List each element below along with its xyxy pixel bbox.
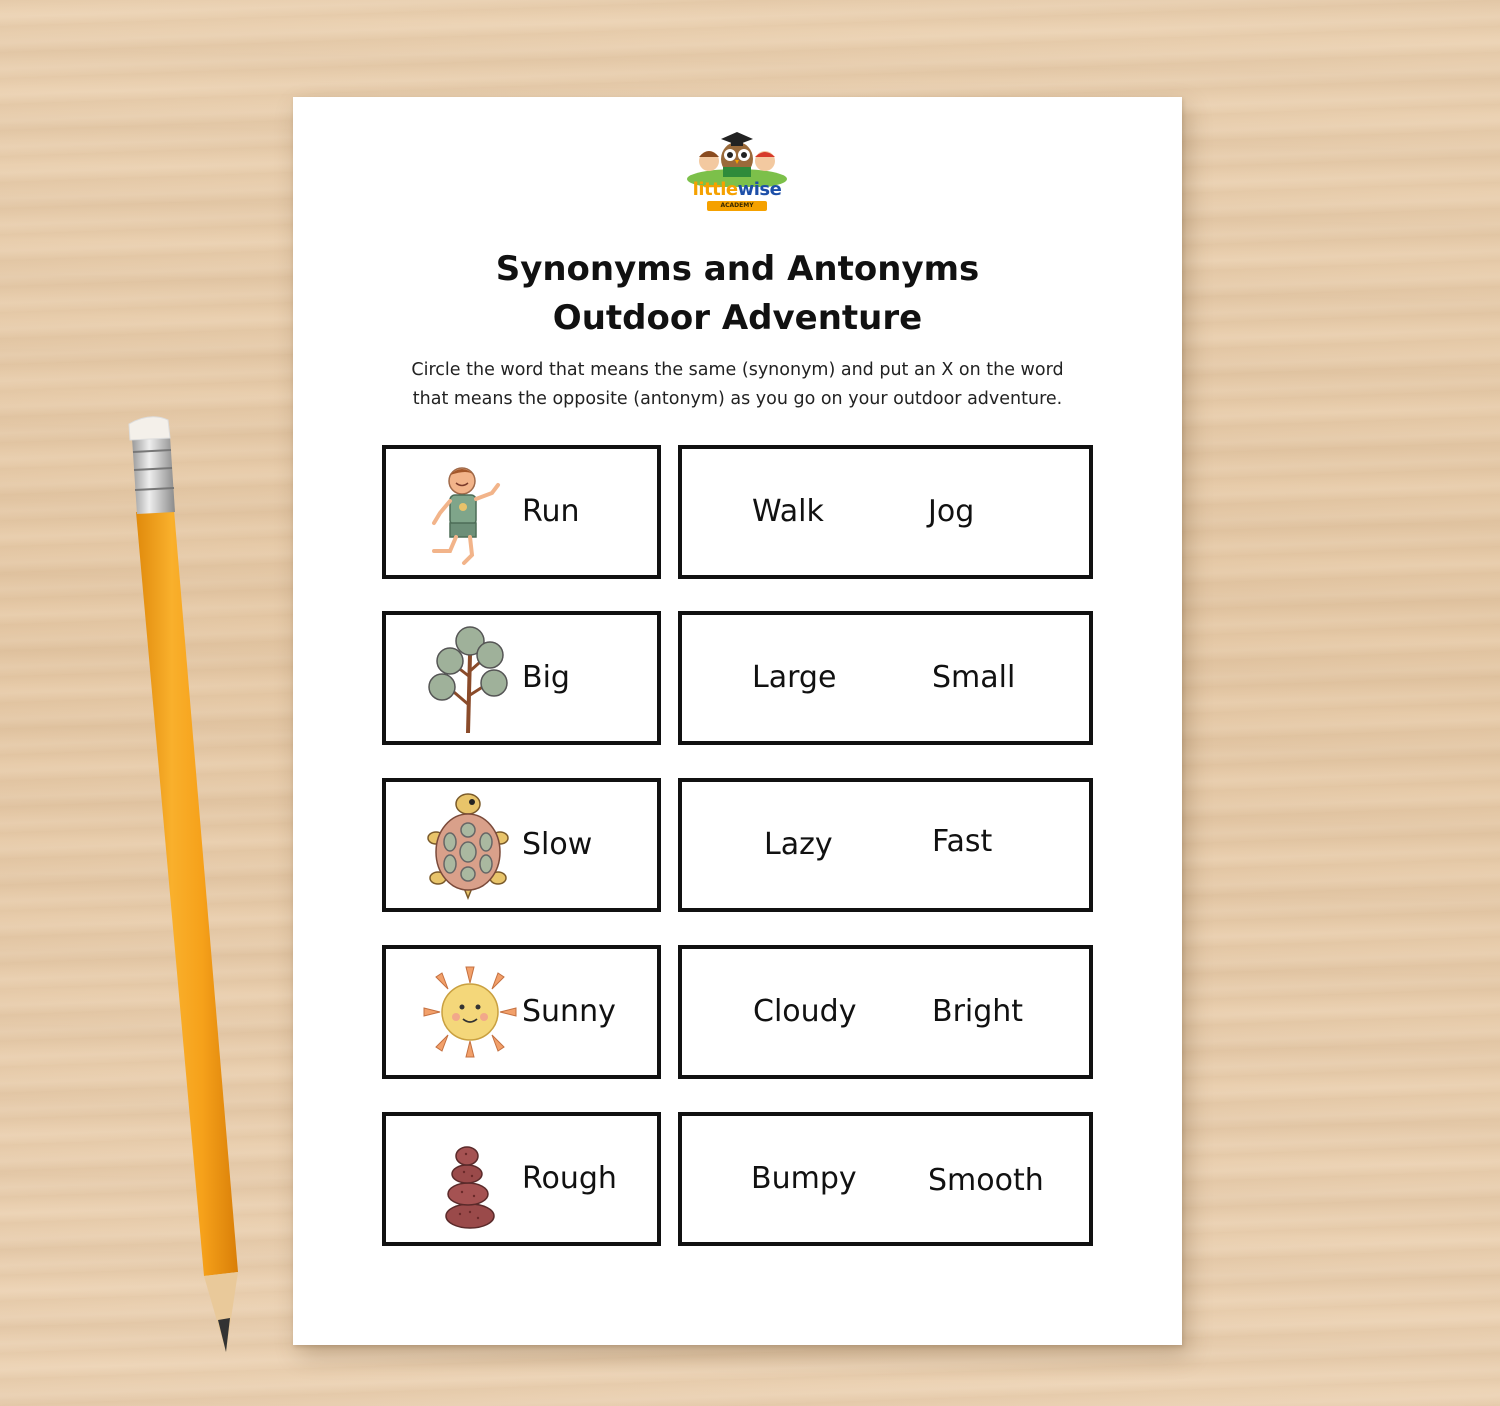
options-card-run (678, 445, 1093, 579)
page-title (293, 245, 1182, 343)
sun-icon (420, 959, 520, 1069)
owl-logo-icon (685, 127, 789, 187)
word-card-sunny (382, 945, 661, 1079)
running-boy-icon (420, 459, 520, 569)
logo-wordmark: littlewise (692, 179, 782, 200)
stacked-rocks-icon (420, 1126, 520, 1236)
instructions (373, 356, 1102, 414)
option-cloudy[interactable]: Cloudy (753, 994, 857, 1029)
target-word: Big (522, 660, 570, 695)
instructions-line-2: that means the opposite (antonym) as you go on your outdoor adventure. (412, 389, 1063, 409)
option-walk[interactable]: Walk (752, 494, 824, 529)
word-card-run (382, 445, 661, 579)
title-line-1: Synonyms and Antonyms (495, 249, 980, 289)
little-wise-academy-logo (685, 127, 789, 211)
option-fast[interactable]: Fast (932, 824, 993, 859)
title-line-2: Outdoor Adventure (552, 298, 923, 338)
option-lazy[interactable]: Lazy (764, 827, 833, 862)
target-word: Sunny (522, 994, 616, 1029)
options-card-slow (678, 778, 1093, 912)
target-word: Rough (522, 1161, 617, 1196)
logo-tagline: ACADEMY (707, 201, 767, 211)
target-word: Slow (522, 827, 593, 862)
target-word: Run (522, 494, 580, 529)
option-bumpy[interactable]: Bumpy (751, 1161, 857, 1196)
option-smooth[interactable]: Smooth (928, 1163, 1044, 1198)
options-card-big (678, 611, 1093, 745)
word-card-big (382, 611, 661, 745)
tree-icon (420, 625, 520, 735)
options-card-sunny (678, 945, 1093, 1079)
word-card-slow (382, 778, 661, 912)
turtle-icon (420, 792, 520, 902)
instructions-line-1: Circle the word that means the same (synonym) and put an X on the word (411, 360, 1064, 380)
option-large[interactable]: Large (752, 660, 837, 695)
worksheet-page (293, 97, 1182, 1345)
option-small[interactable]: Small (932, 660, 1016, 695)
options-card-rough (678, 1112, 1093, 1246)
option-jog[interactable]: Jog (928, 494, 975, 529)
option-bright[interactable]: Bright (932, 994, 1024, 1029)
word-card-rough (382, 1112, 661, 1246)
